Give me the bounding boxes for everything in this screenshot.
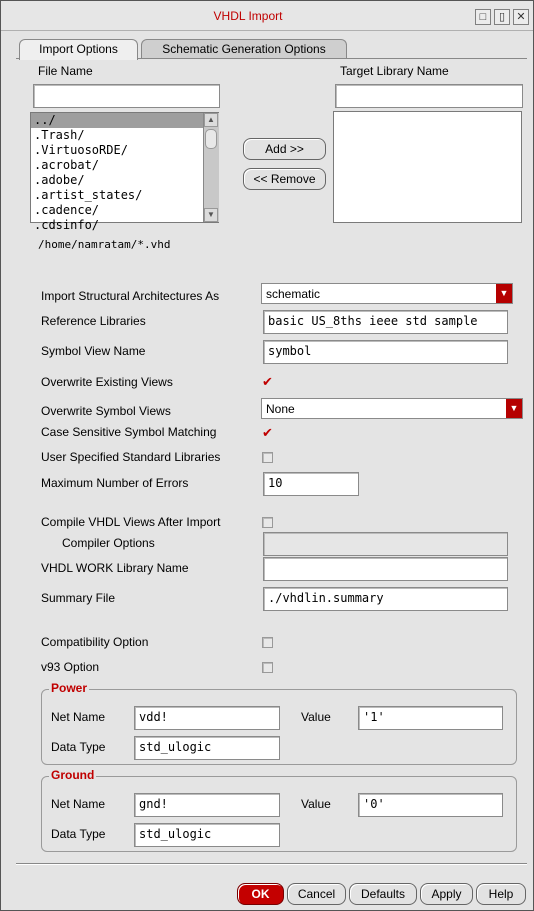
user-std-libs-label: User Specified Standard Libraries <box>41 450 221 464</box>
overwrite-symbol-value: None <box>266 402 295 416</box>
power-net-name-label: Net Name <box>51 710 106 724</box>
target-library-input[interactable] <box>335 84 523 108</box>
file-list[interactable] <box>30 112 219 232</box>
dropdown-arrow-icon[interactable]: ▼ <box>496 284 512 303</box>
check-mark-icon: ✔ <box>262 374 273 389</box>
list-item[interactable]: .cdsinfo/ <box>34 218 100 232</box>
max-errors-label: Maximum Number of Errors <box>41 476 189 490</box>
file-list-scrollbar[interactable] <box>203 113 219 222</box>
compat-checkbox[interactable] <box>262 637 273 648</box>
symbol-view-label: Symbol View Name <box>41 344 146 358</box>
symbol-view-input[interactable]: symbol <box>263 340 508 364</box>
ground-net-name-label: Net Name <box>51 797 106 811</box>
overwrite-symbol-select[interactable] <box>261 398 523 419</box>
power-data-type-input[interactable]: std_ulogic <box>134 736 280 760</box>
defaults-button[interactable]: Defaults <box>349 883 417 905</box>
ground-value-label: Value <box>301 797 331 811</box>
compat-label: Compatibility Option <box>41 635 149 649</box>
compiler-options-label: Compiler Options <box>62 536 155 550</box>
maximize-button[interactable]: ▯ <box>494 9 510 25</box>
file-name-label: File Name <box>38 64 93 78</box>
scroll-down-icon[interactable]: ▼ <box>204 208 218 222</box>
target-library-label: Target Library Name <box>340 64 449 78</box>
overwrite-symbol-label: Overwrite Symbol Views <box>41 404 171 418</box>
ground-title: Ground <box>51 768 95 782</box>
case-sensitive-label: Case Sensitive Symbol Matching <box>41 425 217 439</box>
compile-label: Compile VHDL Views After Import <box>41 515 221 529</box>
import-structural-select[interactable] <box>261 283 513 304</box>
compiler-options-input[interactable] <box>263 532 508 556</box>
list-item[interactable]: .acrobat/ <box>34 158 100 172</box>
power-title: Power <box>51 681 88 695</box>
file-name-input[interactable] <box>33 84 220 108</box>
ground-data-type-label: Data Type <box>51 827 106 841</box>
remove-button[interactable]: << Remove <box>243 168 326 190</box>
target-library-list[interactable] <box>333 111 522 223</box>
import-structural-label: Import Structural Architectures As <box>41 289 220 303</box>
max-errors-input[interactable]: 10 <box>263 472 359 496</box>
check-mark-icon: ✔ <box>262 425 273 440</box>
v93-label: v93 Option <box>41 660 100 674</box>
power-data-type-label: Data Type <box>51 740 106 754</box>
footer-separator <box>16 863 527 865</box>
dropdown-arrow-icon[interactable]: ▼ <box>506 399 522 418</box>
current-path: /home/namratam/*.vhd <box>38 238 171 251</box>
list-item[interactable]: .adobe/ <box>34 173 85 187</box>
apply-button[interactable]: Apply <box>420 883 473 905</box>
file-list-items <box>31 113 203 233</box>
case-sensitive-checkbox[interactable] <box>262 427 273 438</box>
close-button[interactable]: ✕ <box>513 9 529 25</box>
ok-button[interactable]: OK <box>237 883 284 905</box>
work-library-label: VHDL WORK Library Name <box>41 561 189 575</box>
ground-net-name-input[interactable]: gnd! <box>134 793 280 817</box>
window-title: VHDL Import <box>213 9 283 23</box>
list-item[interactable]: .cadence/ <box>34 203 100 217</box>
list-item[interactable]: .artist_states/ <box>34 188 143 202</box>
summary-file-label: Summary File <box>41 591 116 605</box>
overwrite-existing-checkbox[interactable] <box>262 376 273 387</box>
scroll-up-icon[interactable]: ▲ <box>204 113 218 127</box>
import-structural-value: schematic <box>266 287 321 301</box>
add-button[interactable]: Add >> <box>243 138 326 160</box>
reference-libraries-input[interactable]: basic US_8ths ieee std sample <box>263 310 508 334</box>
v93-checkbox[interactable] <box>262 662 273 673</box>
ground-data-type-input[interactable]: std_ulogic <box>134 823 280 847</box>
cancel-button[interactable]: Cancel <box>287 883 346 905</box>
power-value-input[interactable]: '1' <box>358 706 503 730</box>
work-library-input[interactable] <box>263 557 508 581</box>
tab-schematic-generation-options[interactable]: Schematic Generation Options <box>141 39 347 59</box>
reference-libraries-label: Reference Libraries <box>41 314 146 328</box>
summary-file-input[interactable]: ./vhdlin.summary <box>263 587 508 611</box>
power-value-label: Value <box>301 710 331 724</box>
scrollbar-thumb[interactable] <box>205 129 217 149</box>
tab-import-options[interactable]: Import Options <box>19 39 138 60</box>
compile-checkbox[interactable] <box>262 517 273 528</box>
user-std-libs-checkbox[interactable] <box>262 452 273 463</box>
ground-value-input[interactable]: '0' <box>358 793 503 817</box>
overwrite-existing-label: Overwrite Existing Views <box>41 375 173 389</box>
list-item[interactable]: ../ <box>31 113 203 128</box>
list-item[interactable]: .Trash/ <box>34 128 85 142</box>
list-item[interactable]: .VirtuosoRDE/ <box>34 143 128 157</box>
restore-button[interactable]: □ <box>475 9 491 25</box>
title-bar[interactable] <box>1 1 533 31</box>
power-net-name-input[interactable]: vdd! <box>134 706 280 730</box>
help-button[interactable]: Help <box>476 883 526 905</box>
